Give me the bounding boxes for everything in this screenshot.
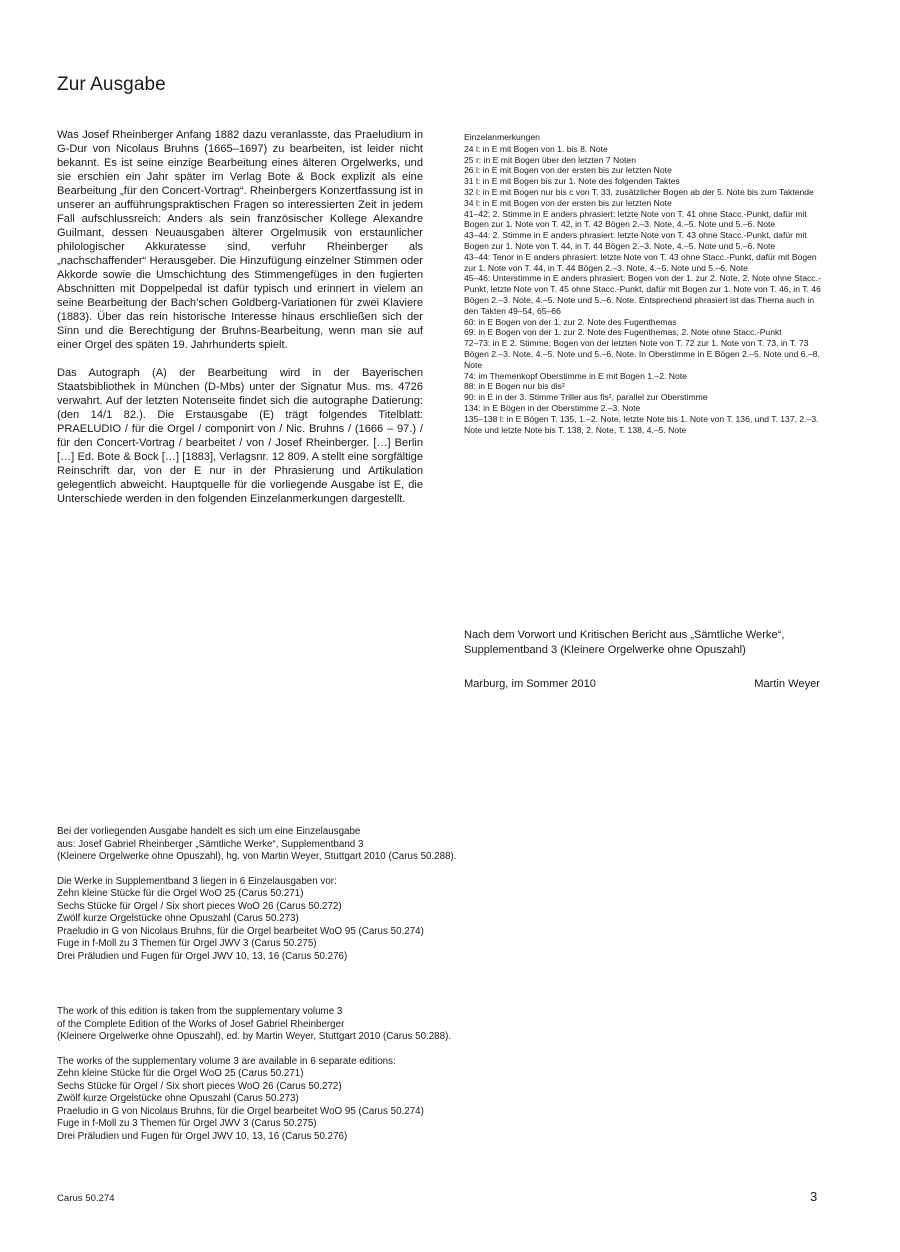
note-item: 74: im Themenkopf Oberstimme in E mit Bogen 1.–2. Note (464, 370, 687, 381)
edition-list-item: Sechs Stücke für Orgel / Six short pieces WoO 26 (Carus 50.272) (57, 900, 342, 912)
edition-list-item: Sechs Stücke für Orgel / Six short pieces WoO 26 (Carus 50.272) (57, 1080, 342, 1092)
note-item: 45–46: Unterstimme in E anders phrasiert: Bogen von der 1. zur 2. Note, 2. Note ohne Stacc.-Punkt, letzte Note von T. 45 ohne Stacc.-Punkt, dafür mit Bogen zur 1. Note von T. 46, in T. 46 Bögen 2.–3. Note, 4.–5. Note und 5.–6. Note. Entsprechend phrasiert ist das Thema auch in den Takten 49–54, 65–66 (464, 273, 821, 316)
edition-list-item: Praeludio in G von Nicolaus Bruhns, für die Orgel bearbeitet WoO 95 (Carus 50.274) (57, 1105, 424, 1117)
edition-line: (Kleinere Orgelwerke ohne Opuszahl), hg. von Martin Weyer, Stuttgart 2010 (Carus 50.288). (57, 851, 457, 862)
edition-list-item: Fuge in f-Moll zu 3 Themen für Orgel JWV 3 (Carus 50.275) (57, 1118, 317, 1129)
edition-info-german (57, 826, 577, 963)
note-item: 31 l: in E mit Bogen bis zur 1. Note des folgenden Taktes (464, 176, 680, 187)
notes-list (464, 144, 824, 436)
edition-line: The work of this edition is taken from the supplementary volume 3 (57, 1006, 343, 1017)
notes-column (464, 132, 824, 435)
catalog-number: Carus 50.274 (57, 1193, 115, 1204)
note-item: 24 l: in E mit Bogen von 1. bis 8. Note (464, 143, 608, 154)
note-item: 32 l: in E mit Bogen nur bis c von T. 33, zusätzlicher Bogen ab der 5. Note bis zum Taktende (464, 186, 814, 197)
source-note: Nach dem Vorwort und Kritischen Bericht aus „Sämtliche Werke“, Supplementband 3 (Kleinere Orgelwerke ohne Opuszahl) (464, 629, 785, 656)
page-title: Zur Ausgabe (57, 74, 166, 95)
edition-line: aus: Josef Gabriel Rheinberger „Sämtliche Werke“, Supplementband 3 (57, 838, 364, 850)
edition-list-intro: The works of the supplementary volume 3 are available in 6 separate editions: (57, 1055, 396, 1067)
edition-list-item: Fuge in f-Moll zu 3 Themen für Orgel JWV 3 (Carus 50.275) (57, 938, 317, 949)
intro-text (57, 128, 423, 520)
notes-heading: Einzelanmerkungen (464, 132, 540, 142)
note-item: 43–44: 2. Stimme in E anders phrasiert: letzte Note von T. 43 ohne Stacc.-Punkt, dafür mit Bogen zur 1. Note von T. 44, in T. 44 Bögen 2.–3. Note, 4.–5. Note und 5.–6. Note (464, 230, 807, 251)
note-item: 60: in E Bogen von der 1. zur 2. Note des Fugenthemas (464, 316, 677, 327)
edition-list-item: Drei Präludien und Fugen für Orgel JWV 10, 13, 16 (Carus 50.276) (57, 1130, 348, 1142)
signature-line (464, 678, 820, 690)
note-item: 135–138 l: in E Bögen T. 135, 1.–2. Note, letzte Note bis 1. Note von T. 136, und T. 137, 2.–3. Note und letzte Note bis T. 138, 2. Note, T. 138, 4.–5. Note (464, 413, 819, 435)
signature-place-date: Marburg, im Sommer 2010 (464, 678, 596, 690)
edition-list-item: Praeludio in G von Nicolaus Bruhns, für die Orgel bearbeitet WoO 95 (Carus 50.274) (57, 925, 424, 937)
page-number: 3 (810, 1189, 818, 1204)
edition-line: of the Complete Edition of the Works of Josef Gabriel Rheinberger (57, 1018, 345, 1030)
note-item: 69: in E Bogen von der 1. zur 2. Note des Fugenthemas, 2. Note ohne Stacc.-Punkt (464, 327, 782, 338)
intro-paragraph-1: Was Josef Rheinberger Anfang 1882 dazu veranlasste, das Praeludium in G-Dur von Nicolaus Bruhns (1665–1697) zu bearbeiten, ist leider nicht bekannt. Es ist seine einzige Bearbeitung eines älteren Orgelwerks, und sie erschien ein Jahr später im Verlag Bote & Bock explizit als eine Bearbeitung „für den Concert-Vortrag“. Rheinbergers Konzertfassung ist in unserer an aufführungspraktischen Fragen so interessierten Zeit in jedem Fall aufschlussreich: Anders als sein französischer Kollege Alexandre Guilmant, dessen Neuausgaben älterer Orgelmusik von erstaunlicher philologischer Akkuratesse sind, verfuhr Rheinberger als „nachschaffender“ Herausgeber. Die Hinzufügung einzelner Stimmen oder Akkorde sowie die Umschichtung des Stimmengefüges in den fugierten Abschnitten mit Doppelpedal ist dafür typisch und erinnert in vielem an seine Bearbeitung der Bach’schen Goldberg-Variationen für zwei Klaviere (1883). Über das rein historische Interesse hinaus erschließen sich der Sinn und die Berechtigung der Bruhns-Bearbeitung, wenn man sie auf einer Orgel des späten 19. Jahrhunderts spielt. (57, 129, 423, 351)
edition-list-item: Zehn kleine Stücke für die Orgel WoO 25 (Carus 50.271) (57, 1068, 304, 1079)
note-item: 134: in E Bögen in der Oberstimme 2.–3. Note (464, 402, 641, 413)
edition-list-item: Zwölf kurze Orgelstücke ohne Opuszahl (Carus 50.273) (57, 1093, 299, 1104)
edition-line: Bei der vorliegenden Ausgabe handelt es sich um eine Einzelausgabe (57, 826, 361, 837)
edition-list-item: Zehn kleine Stücke für die Orgel WoO 25 (Carus 50.271) (57, 888, 304, 899)
edition-list-intro: Die Werke in Supplementband 3 liegen in 6 Einzelausgaben vor: (57, 875, 337, 887)
intro-paragraph-2: Das Autograph (A) der Bearbeitung wird in der Bayerischen Staatsbibliothek in München (D-Mbs) unter der Signatur Mus. ms. 4726 verwahrt. Auf der letzten Notenseite findet sich die autographe Datierung: (den 14/1 82.). Die Erstausgabe (E) trägt folgendes Titelblatt: PRAELUDIO / für die Orgel / componirt von / Nic. Bruhns / (1666 – 97.) / für den Concert-Vortrag / bearbeitet / von / Josef Rheinberger. […] Berlin […] Ed. Bote & Bock […] [1883], Verlagsnr. 12 809. A stellt eine sorgfältige Reinschrift dar, von der E nur in der Phrasierung und Artikulation gelegentlich abweicht. Hauptquelle für die vorliegende Ausgabe ist E, die Unterschiede werden in den folgenden Einzelanmerkungen dargestellt. (57, 367, 423, 505)
note-item: 43–44: Tenor in E anders phrasiert: letzte Note von T. 43 ohne Stacc.-Punkt, dafür mit Bogen zur 1. Note von T. 44, in T. 44 Bögen 2.–3. Note, 4.–5. Note und 5.–6. Note (464, 251, 817, 273)
note-item: 25 r: in E mit Bogen über den letzten 7 Noten (464, 154, 636, 165)
signature-author: Martin Weyer (754, 678, 820, 690)
edition-list-item: Drei Präludien und Fugen für Orgel JWV 10, 13, 16 (Carus 50.276) (57, 950, 348, 962)
note-item: 26 l: in E mit Bogen von der ersten bis zur letzten Note (464, 165, 672, 176)
note-item: 34 l: in E mit Bogen von der ersten bis zur letzten Note (464, 197, 672, 208)
note-item: 41–42: 2. Stimme in E anders phrasiert: letzte Note von T. 41 ohne Stacc.-Punkt, dafür mit Bogen zur 1. Note von T. 42, in T. 42 Bögen 2.–3. Note, 4.–5. Note und 5.–6. Note (464, 208, 807, 230)
edition-list-item: Zwölf kurze Orgelstücke ohne Opuszahl (Carus 50.273) (57, 913, 299, 924)
edition-line: (Kleinere Orgelwerke ohne Opuszahl), ed. by Martin Weyer, Stuttgart 2010 (Carus 50.288). (57, 1031, 452, 1042)
note-item: 88: in E Bogen nur bis dis² (464, 381, 565, 392)
note-item: 90: in E in der 3. Stimme Triller aus fis², parallel zur Oberstimme (464, 392, 708, 403)
edition-info-english (57, 1006, 577, 1143)
note-item: 72–73: in E 2. Stimme: Bogen von der letzten Note von T. 72 zur 1. Note von T. 73, in T. 73 Bögen 2.–3. Note, 4.–5. Note und 5.–6. Note. In Oberstimme in E Bögen 2.–5. Note und 6.–8. Note (464, 338, 820, 370)
